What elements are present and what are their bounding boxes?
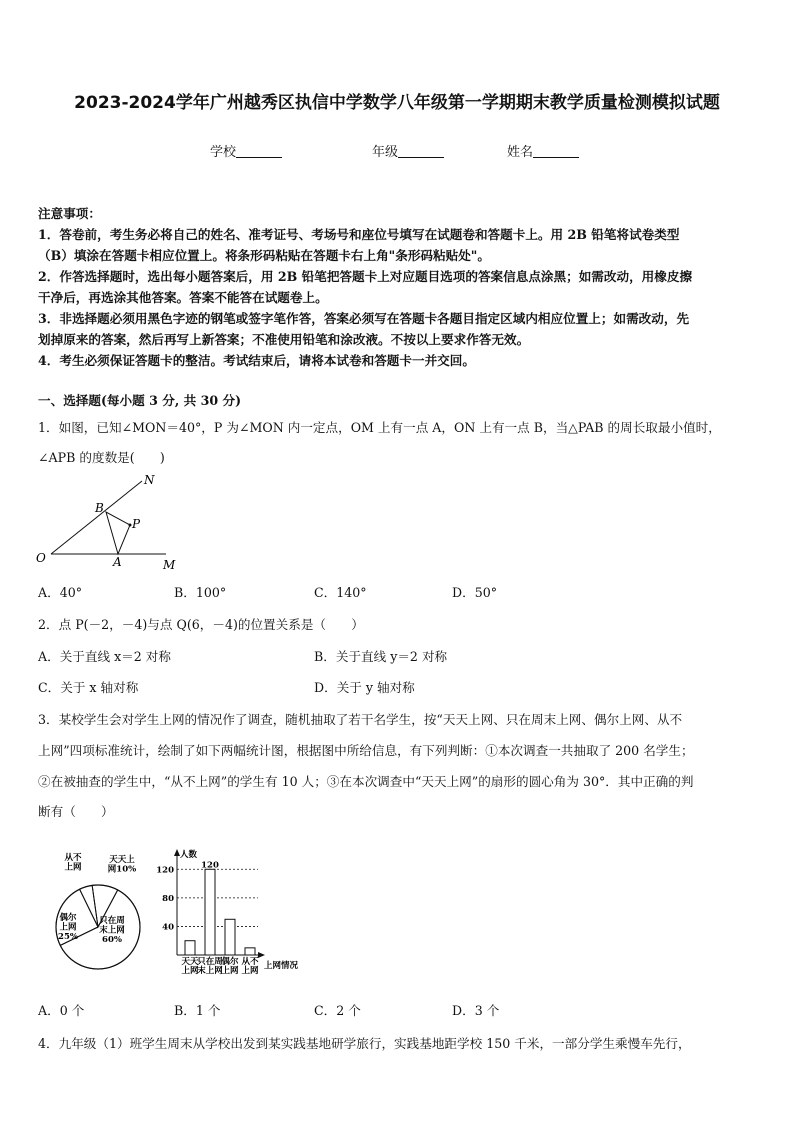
q3-text: 断有（ ） (38, 804, 114, 819)
q3-option-b[interactable]: B．1 个 (174, 1003, 221, 1018)
pie-label: 网10% (107, 864, 137, 875)
label-m: M (163, 558, 176, 572)
q3-text: ②在被抽查的学生中，“从不上网”的学生有 10 人；③在本次调查中“天天上网”的扇形的圆心角为 30°．其中正确的判 (38, 774, 694, 789)
page-title: 2023-2024学年广州越秀区执信中学数学八年级第一学期期末教学质量检测模拟试题 (74, 93, 720, 113)
q1-option-c[interactable]: C．140° (314, 585, 367, 600)
q1-option-d[interactable]: D．50° (452, 585, 498, 600)
y-tick-label: 40 (162, 922, 174, 933)
note-line: 2．作答选择题时，选出每小题答案后，用 2B 铅笔把答题卡上对应题目选项的答案信息点涂黑；如需改动，用橡皮擦 (38, 269, 693, 284)
pie-label: 从不 (64, 853, 82, 863)
pie-label: 60% (102, 935, 122, 945)
label-b: B (95, 501, 104, 515)
note-line: 干净后，再选涂其他答案。答案不能答在试题卷上。 (38, 290, 328, 305)
q3-charts (40, 840, 320, 985)
q3-text: 上网”四项标准统计，绘制了如下两幅统计图，根据图中所给信息，有下列判断：①本次调查一共抽取了 200 名学生； (38, 743, 694, 758)
pie-label: 上网 (59, 922, 77, 933)
x-tick-label: 上网 (181, 966, 199, 976)
q1-option-b[interactable]: B．100° (174, 585, 227, 600)
school-label: 学校 (210, 145, 237, 160)
q1-text: 1．如图，已知∠MON＝40°，P 为∠MON 内一定点，OM 上有一点 A，ON 上有一点 B，当△PAB 的周长取最小值时， (38, 420, 721, 435)
grade-label: 年级 (372, 145, 399, 160)
y-tick-label: 120 (156, 865, 174, 876)
pie-slice (80, 885, 98, 927)
q3-option-c[interactable]: C．2 个 (314, 1003, 361, 1018)
bar-chart (156, 849, 298, 976)
label-o: O (36, 551, 46, 565)
bar-data-label: 120 (201, 860, 219, 871)
school-blank[interactable] (236, 144, 282, 158)
q1-text: ∠APB 的度数是( ) (38, 450, 165, 465)
q3-option-d[interactable]: D．3 个 (452, 1003, 500, 1018)
name-blank[interactable] (533, 144, 579, 158)
q2-option-b[interactable]: B．关于直线 y＝2 对称 (314, 649, 448, 664)
note-line: 3．非选择题必须用黑色字迹的钢笔或签字笔作答，答案必须写在答题卡各题目指定区域内相应位置上；如需改动，先 (38, 311, 690, 326)
x-tick-label: 上网 (221, 966, 239, 976)
q3-text: 3．某校学生会对学生上网的情况作了调查，随机抽取了若干名学生，按“天天上网、只在周末上网、偶尔上网、从不 (38, 712, 683, 727)
y-axis-title: 人数 (180, 850, 198, 860)
grade-field[interactable] (372, 141, 444, 160)
pie-label: 只在周 (99, 916, 125, 926)
q2-option-d[interactable]: D．关于 y 轴对称 (314, 680, 415, 695)
ray-on (51, 481, 142, 554)
note-line: 4．考生必须保证答题卡的整洁。考试结束后，请将本试卷和答题卡一并交回。 (38, 353, 475, 368)
pie-chart (56, 852, 140, 969)
y-tick-label: 80 (162, 893, 174, 904)
note-line: 划掉原来的答案，然后再写上新答案；不准使用铅笔和涂改液。不按以上要求作答无效。 (38, 332, 530, 347)
label-a: A (113, 555, 122, 569)
q2-text: 2．点 P(－2，－4)与点 Q(6，－4)的位置关系是（ ） (38, 617, 364, 632)
bar (245, 948, 255, 955)
pie-label: 上网 (64, 862, 82, 873)
pie-label: 天天上 (109, 855, 135, 865)
q2-option-c[interactable]: C．关于 x 轴对称 (38, 680, 139, 695)
x-tick-label: 偶尔 (221, 957, 239, 967)
grade-blank[interactable] (398, 144, 444, 158)
pie-label: 偶尔 (59, 913, 77, 923)
label-n: N (144, 473, 155, 487)
school-field[interactable] (210, 141, 282, 160)
name-field[interactable] (507, 141, 579, 160)
pie-label: 末上网 (99, 925, 125, 936)
q4-text: 4．九年级（1）班学生周末从学校出发到某实践基地研学旅行，实践基地距学校 150 千米，一部分学生乘慢车先行， (38, 1036, 691, 1051)
x-tick-label: 从不 (241, 957, 259, 967)
notes-heading: 注意事项： (38, 206, 101, 221)
q2-option-a[interactable]: A．关于直线 x＝2 对称 (38, 649, 171, 664)
note-line: （B）填涂在答题卡相应位置上。将条形码粘贴在答题卡右上角"条形码粘贴处"。 (38, 248, 490, 263)
x-tick-label: 末上网 (197, 966, 223, 976)
triangle-pab (106, 512, 130, 554)
x-axis-title: 上网情况 (264, 961, 299, 971)
section-heading: 一、选择题(每小题 3 分, 共 30 分) (38, 393, 242, 408)
x-axis-arrow (258, 952, 265, 958)
q3-option-a[interactable]: A．0 个 (38, 1003, 85, 1018)
bar (205, 869, 215, 955)
x-tick-label: 天天 (181, 957, 199, 967)
note-line: 1．答卷前，考生务必将自己的姓名、准考证号、考场号和座位号填写在试题卷和答题卡上。用 2B 铅笔将试卷类型 (38, 227, 680, 242)
bar (225, 919, 235, 955)
name-label: 姓名 (507, 145, 534, 160)
pie-label: 25% (58, 932, 78, 942)
label-p: P (132, 517, 141, 531)
bar (185, 941, 195, 955)
q1-figure (30, 470, 190, 580)
x-tick-label: 上网 (241, 966, 259, 976)
q1-option-a[interactable]: A．40° (38, 585, 83, 600)
x-tick-label: 只在周 (197, 957, 223, 967)
